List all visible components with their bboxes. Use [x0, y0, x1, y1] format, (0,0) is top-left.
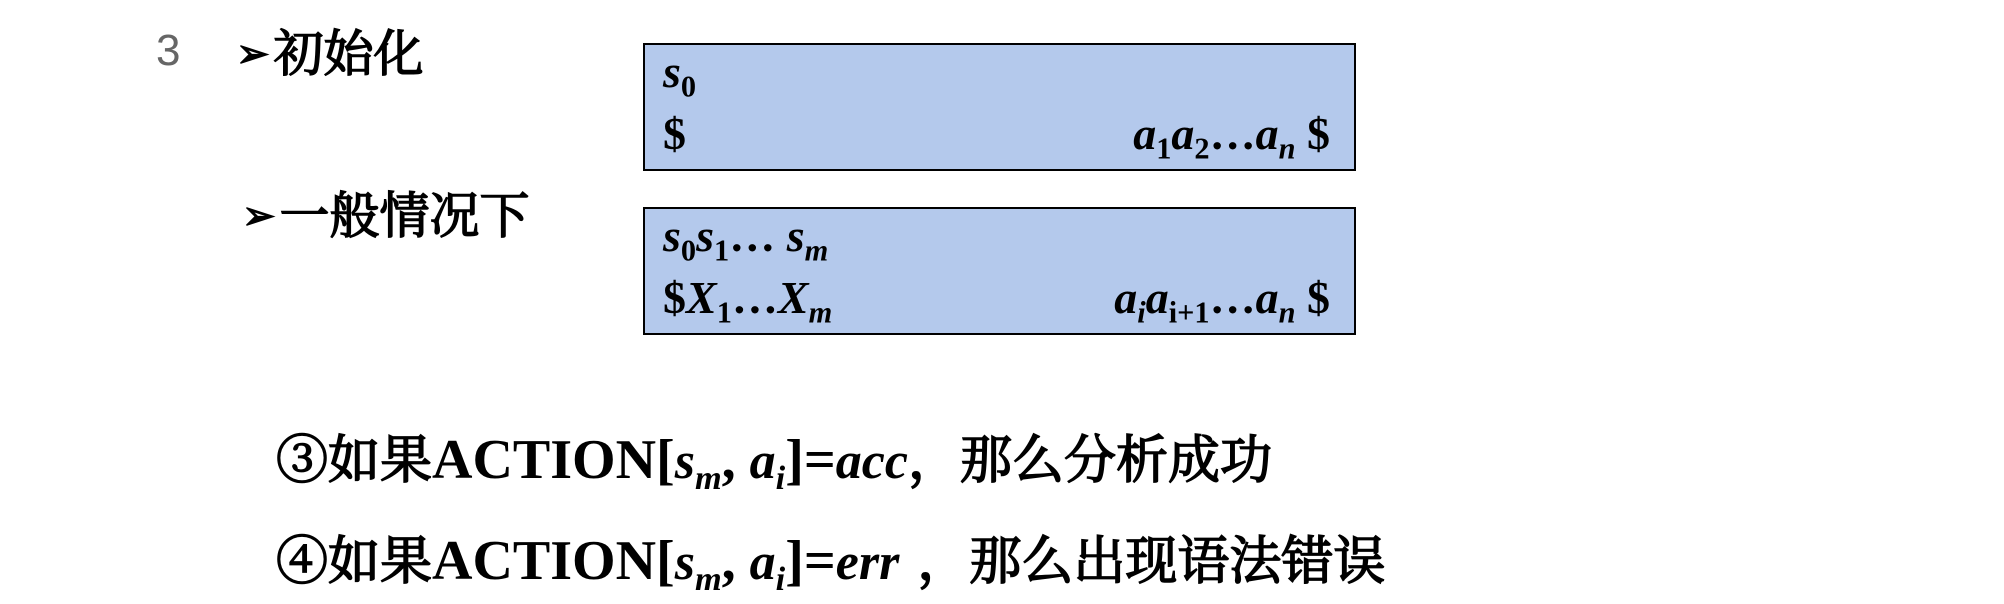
state-subscript: 0	[680, 233, 697, 268]
state-subscript: m	[694, 458, 722, 497]
general-config-box	[643, 207, 1356, 335]
rule-prefix: ③如果	[276, 430, 433, 491]
symbol-stack	[663, 108, 686, 159]
initialization-label: 初始化	[273, 24, 424, 83]
grammar-subscript: m	[808, 295, 833, 330]
state-symbol: s	[674, 534, 695, 591]
input-subscript: i	[775, 458, 786, 497]
symbol-stack	[663, 272, 833, 330]
initial-config-box	[643, 43, 1356, 171]
state-subscript: 0	[680, 69, 697, 104]
state-stack	[663, 46, 697, 104]
input-subscript: n	[1278, 295, 1296, 330]
input-ellipsis: …	[1209, 108, 1256, 159]
action-result: err	[835, 534, 900, 591]
input-symbol: a	[1171, 108, 1195, 159]
input-buffer	[1114, 272, 1330, 330]
bracket-equals: ]=	[785, 530, 836, 592]
grammar-subscript: 1	[716, 295, 732, 330]
input-symbol: a	[749, 534, 776, 591]
rule-error	[276, 530, 1386, 598]
rule-suffix: ，那么分析成功	[907, 430, 1272, 491]
grammar-symbol: X	[777, 272, 809, 323]
input-ellipsis: …	[1209, 272, 1256, 323]
action-function: ACTION[	[432, 429, 675, 491]
arrow-bullet-icon: ➢	[242, 192, 276, 239]
input-subscript: 1	[1156, 131, 1172, 166]
action-result: acc	[835, 433, 908, 490]
input-buffer	[1133, 108, 1330, 166]
symbol-ellipsis: …	[731, 272, 778, 323]
separator: ,	[721, 429, 750, 491]
input-symbol: a	[1255, 108, 1279, 159]
grammar-symbol: X	[686, 272, 717, 323]
input-symbol: a	[1114, 272, 1138, 323]
state-symbol: s	[663, 210, 681, 261]
state-symbol: s	[696, 210, 714, 261]
separator: ,	[721, 530, 750, 592]
state-subscript: m	[804, 233, 829, 268]
input-symbol: a	[1255, 272, 1279, 323]
general-case-heading	[242, 176, 530, 248]
input-subscript: 2	[1194, 131, 1210, 166]
state-symbol: s	[674, 433, 695, 490]
state-ellipsis: …	[729, 210, 787, 261]
bracket-equals: ]=	[785, 429, 836, 491]
rule-prefix: ④如果	[276, 531, 433, 592]
state-stack	[663, 210, 829, 268]
general-case-label: 一般情况下	[279, 186, 530, 245]
input-end-marker: $	[1295, 108, 1330, 159]
input-subscript: n	[1278, 131, 1296, 166]
input-symbol: a	[1133, 108, 1157, 159]
input-end-marker: $	[1295, 272, 1330, 323]
rule-accept	[276, 429, 1272, 497]
input-symbol: a	[1145, 272, 1169, 323]
state-subscript: 1	[714, 233, 730, 268]
initialization-heading	[236, 14, 424, 86]
rule-suffix: ，那么出现语法错误	[899, 531, 1386, 592]
arrow-bullet-icon: ➢	[236, 30, 270, 77]
page-number: 3	[156, 26, 181, 75]
input-subscript: i+1	[1168, 295, 1210, 330]
stack-bottom-marker: $	[663, 108, 686, 159]
stack-bottom-marker: $	[663, 272, 686, 323]
state-subscript: m	[694, 559, 722, 598]
input-subscript: i	[1137, 295, 1146, 330]
input-symbol: a	[749, 433, 776, 490]
state-symbol: s	[663, 46, 681, 97]
state-symbol: s	[786, 210, 805, 261]
input-subscript: i	[775, 559, 786, 598]
action-function: ACTION[	[432, 530, 675, 592]
